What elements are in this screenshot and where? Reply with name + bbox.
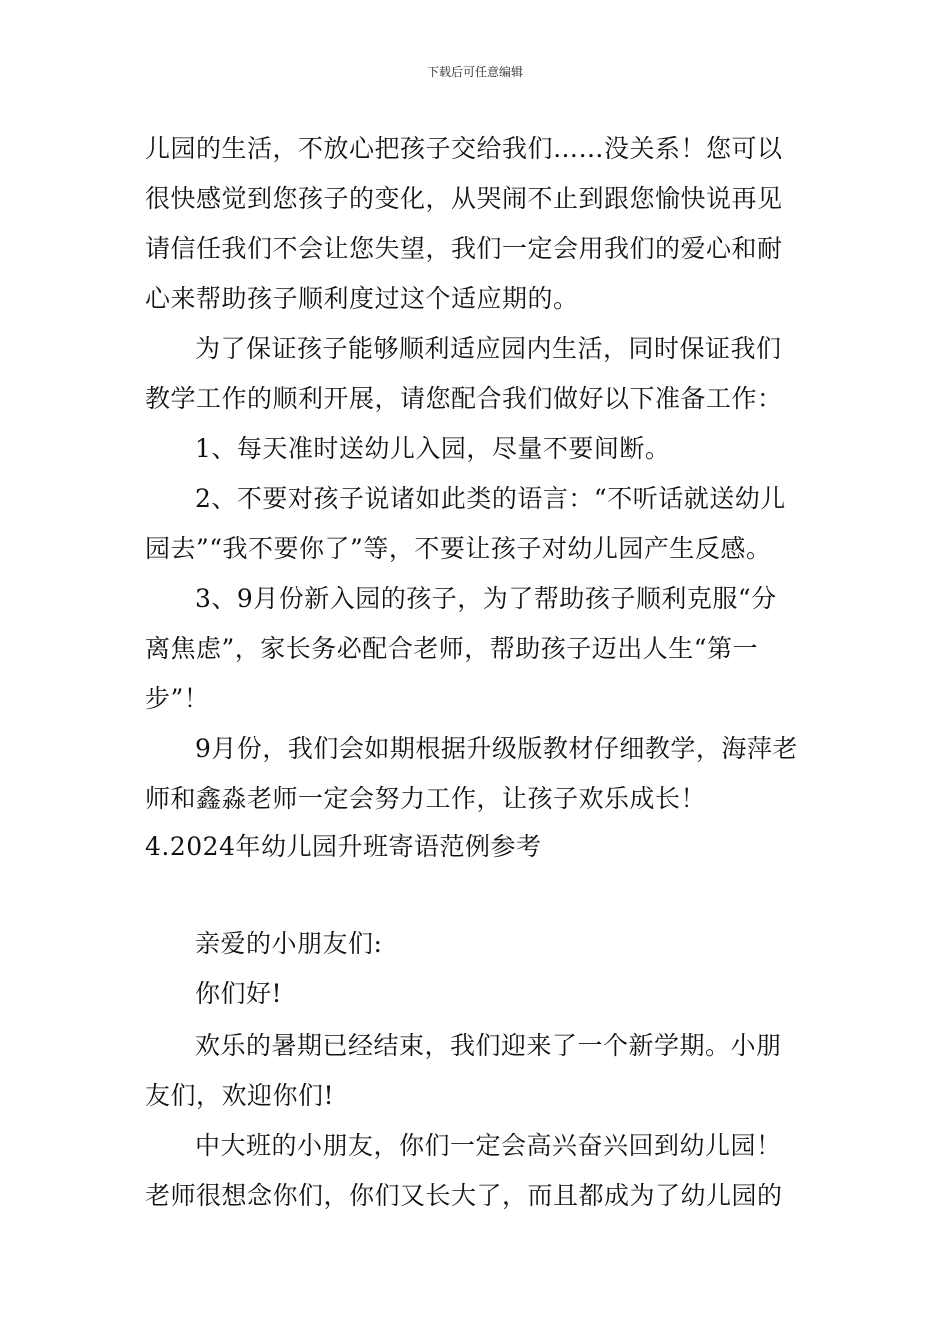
body-line: 友们，欢迎你们!	[145, 1081, 335, 1110]
body-line: 2、不要对孩子说诸如此类的语言：“不听话就送幼儿	[195, 484, 786, 513]
body-line: 为了保证孩子能够顺利适应园内生活，同时保证我们	[195, 334, 782, 363]
body-line: 欢乐的暑期已经结束，我们迎来了一个新学期。小朋	[195, 1031, 782, 1060]
body-line: 教学工作的顺利开展，请您配合我们做好以下准备工作：	[145, 384, 783, 413]
body-line: 请信任我们不会让您失望，我们一定会用我们的爱心和耐	[145, 234, 783, 263]
body-line: 心来帮助孩子顺利度过这个适应期的。	[145, 284, 579, 313]
greeting-line: 你们好!	[195, 979, 283, 1008]
body-line: 9月份，我们会如期根据升级版教材仔细教学，海萍老	[195, 734, 798, 763]
body-line: 很快感觉到您孩子的变化，从哭闹不止到跟您愉快说再见	[145, 184, 783, 213]
body-line: 离焦虑”，家长务必配合老师，帮助孩子迈出人生“第一	[145, 634, 759, 663]
body-line: 园去”“我不要你了”等，不要让孩子对幼儿园产生反感。	[145, 534, 772, 563]
body-line: 1、每天准时送幼儿入园，尽量不要间断。	[195, 434, 671, 463]
body-line: 儿园的生活，不放心把孩子交给我们……没关系！您可以	[145, 134, 783, 163]
section-heading: 4.2024年幼儿园升班寄语范例参考	[145, 832, 542, 861]
body-line: 老师很想念你们，你们又长大了，而且都成为了幼儿园的	[145, 1181, 783, 1210]
body-line: 中大班的小朋友，你们一定会高兴奋兴回到幼儿园！	[195, 1131, 782, 1160]
greeting-line: 亲爱的小朋友们:	[195, 929, 383, 958]
body-line: 步”！	[145, 684, 210, 713]
page-header: 下载后可任意编辑	[426, 65, 523, 79]
body-line: 3、9月份新入园的孩子，为了帮助孩子顺利克服“分	[195, 584, 777, 613]
body-line: 师和鑫淼老师一定会努力工作，让孩子欢乐成长！	[145, 784, 707, 813]
